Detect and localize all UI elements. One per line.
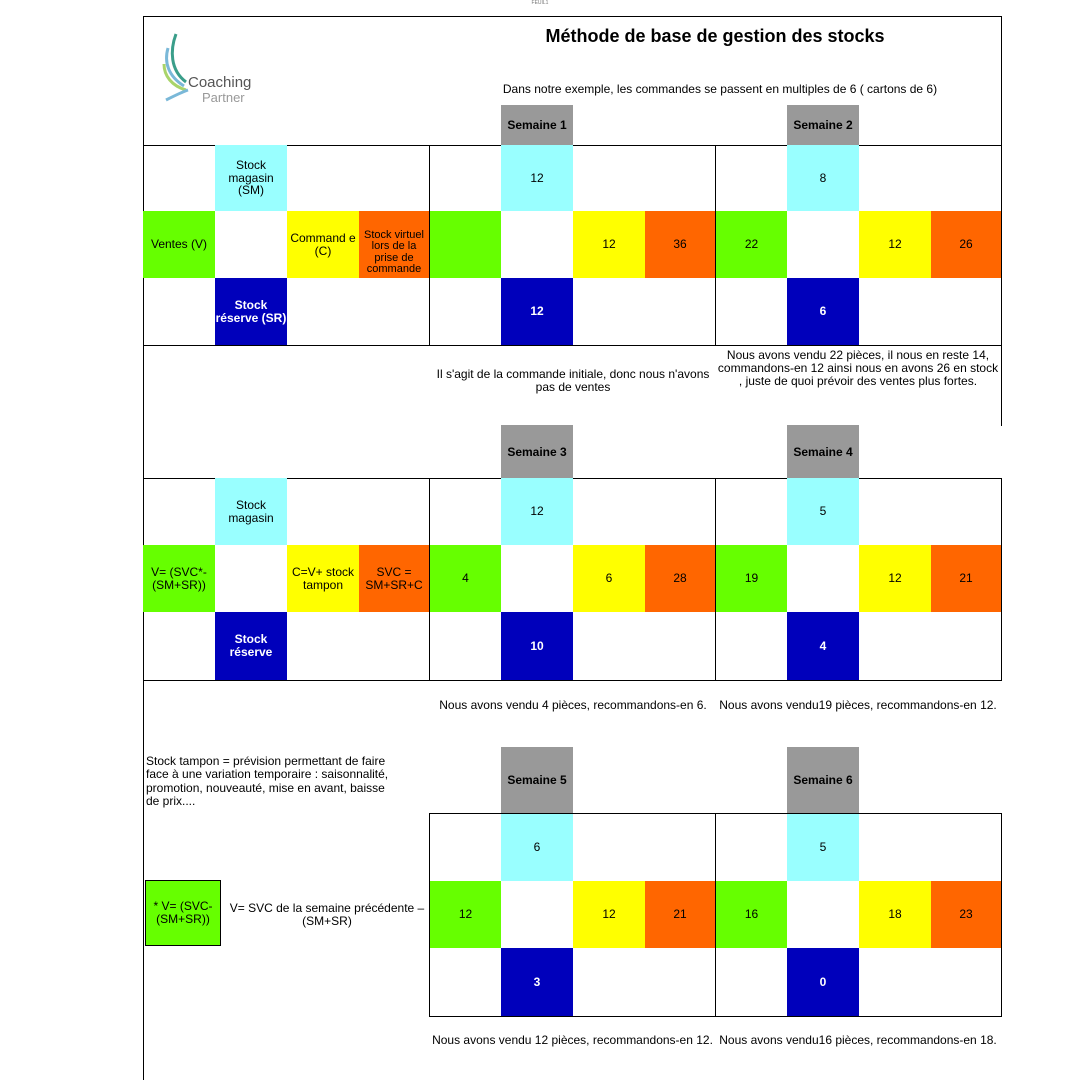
section1-bottom-line: [143, 345, 1002, 346]
week-4-note: Nous avons vendu19 pièces, recommandons-en 12.: [719, 698, 997, 712]
week-4-stock-magasin: 5: [787, 478, 859, 545]
legend2-svc-formula: SVC = SM+SR+C: [359, 545, 429, 612]
sheet-name: FEUIL1: [531, 0, 549, 6]
week-1-stock-magasin: 12: [501, 145, 573, 211]
wings-logo-icon: [162, 30, 202, 110]
legend-stock-magasin: Stock magasin (SM): [215, 145, 287, 211]
week-6-ventes: 16: [716, 881, 787, 948]
week-4-stock-reserve: 4: [787, 612, 859, 680]
week-1-commande: 12: [573, 211, 645, 278]
section2-bottom-line: [143, 680, 1002, 681]
legend2-ventes-formula: V= (SVC*-(SM+SR)): [143, 545, 215, 612]
legend-commande: Command e (C): [287, 211, 359, 278]
logo: [162, 30, 272, 110]
stock-tampon-note: Stock tampon = prévision permettant de faire face à une variation temporaire : saisonnalité, promotion, nouveauté, mise en avant, baisse de prix....: [146, 754, 389, 809]
week-2-ventes: 22: [716, 211, 787, 278]
week-6-stock-reserve: 0: [787, 948, 859, 1016]
week-5-commande: 12: [573, 881, 645, 948]
legend-stock-reserve: Stock réserve (SR): [215, 278, 287, 345]
week-5-note: Nous avons vendu 12 pièces, recommandons-en 12.: [432, 1033, 713, 1047]
week-3-stock-magasin: 12: [501, 478, 573, 545]
week-3-commande: 6: [573, 545, 645, 612]
week-1-label: Semaine 1: [501, 105, 573, 145]
week-5-stock-reserve: 3: [501, 948, 573, 1016]
week-6-svc: 23: [931, 881, 1001, 948]
week-5-stock-magasin: 6: [501, 814, 573, 881]
week-2-svc: 26: [931, 211, 1001, 278]
week-3-stock-reserve: 10: [501, 612, 573, 680]
section3-right-border: [1001, 813, 1002, 1017]
week-5-ventes: 12: [430, 881, 501, 948]
week-4-svc: 21: [931, 545, 1001, 612]
week-2-note: Nous avons vendu 22 pièces, il nous en reste 14, commandons-en 12 ainsi nous en avons 26 en stock , juste de quoi prévoir des ventes plus fortes.: [717, 348, 999, 389]
week-4-ventes: 19: [716, 545, 787, 612]
sheet-top-border: [143, 16, 1002, 17]
week-1-stock-reserve: 12: [501, 278, 573, 345]
legend2-commande-formula: C=V+ stock tampon: [287, 545, 359, 612]
week-5-svc: 21: [645, 881, 715, 948]
week-2-stock-reserve: 6: [787, 278, 859, 345]
week-2-label: Semaine 2: [787, 105, 859, 145]
week-2-stock-magasin: 8: [787, 145, 859, 211]
formula-note: V= SVC de la semaine précédente – (SM+SR): [229, 901, 425, 929]
week-1-note: Il s'agit de la commande initiale, donc nous n'avons pas de ventes: [436, 367, 710, 395]
week-4-label: Semaine 4: [787, 425, 859, 478]
week-2-commande: 12: [859, 211, 931, 278]
legend-stock-virtuel: Stock virtuel lors de la prise de commande: [359, 211, 429, 278]
week-6-commande: 18: [859, 881, 931, 948]
week-6-stock-magasin: 5: [787, 814, 859, 881]
section2-right-border: [1001, 478, 1002, 681]
star-formula-box: * V= (SVC-(SM+SR)): [145, 880, 221, 946]
week-3-ventes: 4: [430, 545, 501, 612]
week-6-label: Semaine 6: [787, 747, 859, 813]
week-5-label: Semaine 5: [501, 747, 573, 813]
page-subtitle: Dans notre exemple, les commandes se passent en multiples de 6 ( cartons de 6): [502, 82, 938, 96]
week-3-note: Nous avons vendu 4 pièces, recommandons-en 6.: [439, 698, 707, 712]
logo-text-coaching: Coaching: [188, 74, 252, 91]
legend2-stock-magasin: Stock magasin: [215, 478, 287, 545]
logo-text-partner: Partner: [202, 90, 245, 105]
page-title: Méthode de base de gestion des stocks: [545, 26, 885, 46]
week-3-svc: 28: [645, 545, 715, 612]
week-6-note: Nous avons vendu16 pièces, recommandons-en 18.: [719, 1033, 997, 1047]
legend-ventes: Ventes (V): [143, 211, 215, 278]
week-4-commande: 12: [859, 545, 931, 612]
sheet-right-border: [1001, 16, 1002, 426]
week-3-label: Semaine 3: [501, 425, 573, 478]
week-1-svc: 36: [645, 211, 715, 278]
week-1-ventes: [430, 211, 501, 278]
legend2-stock-reserve: Stock réserve: [215, 612, 287, 680]
